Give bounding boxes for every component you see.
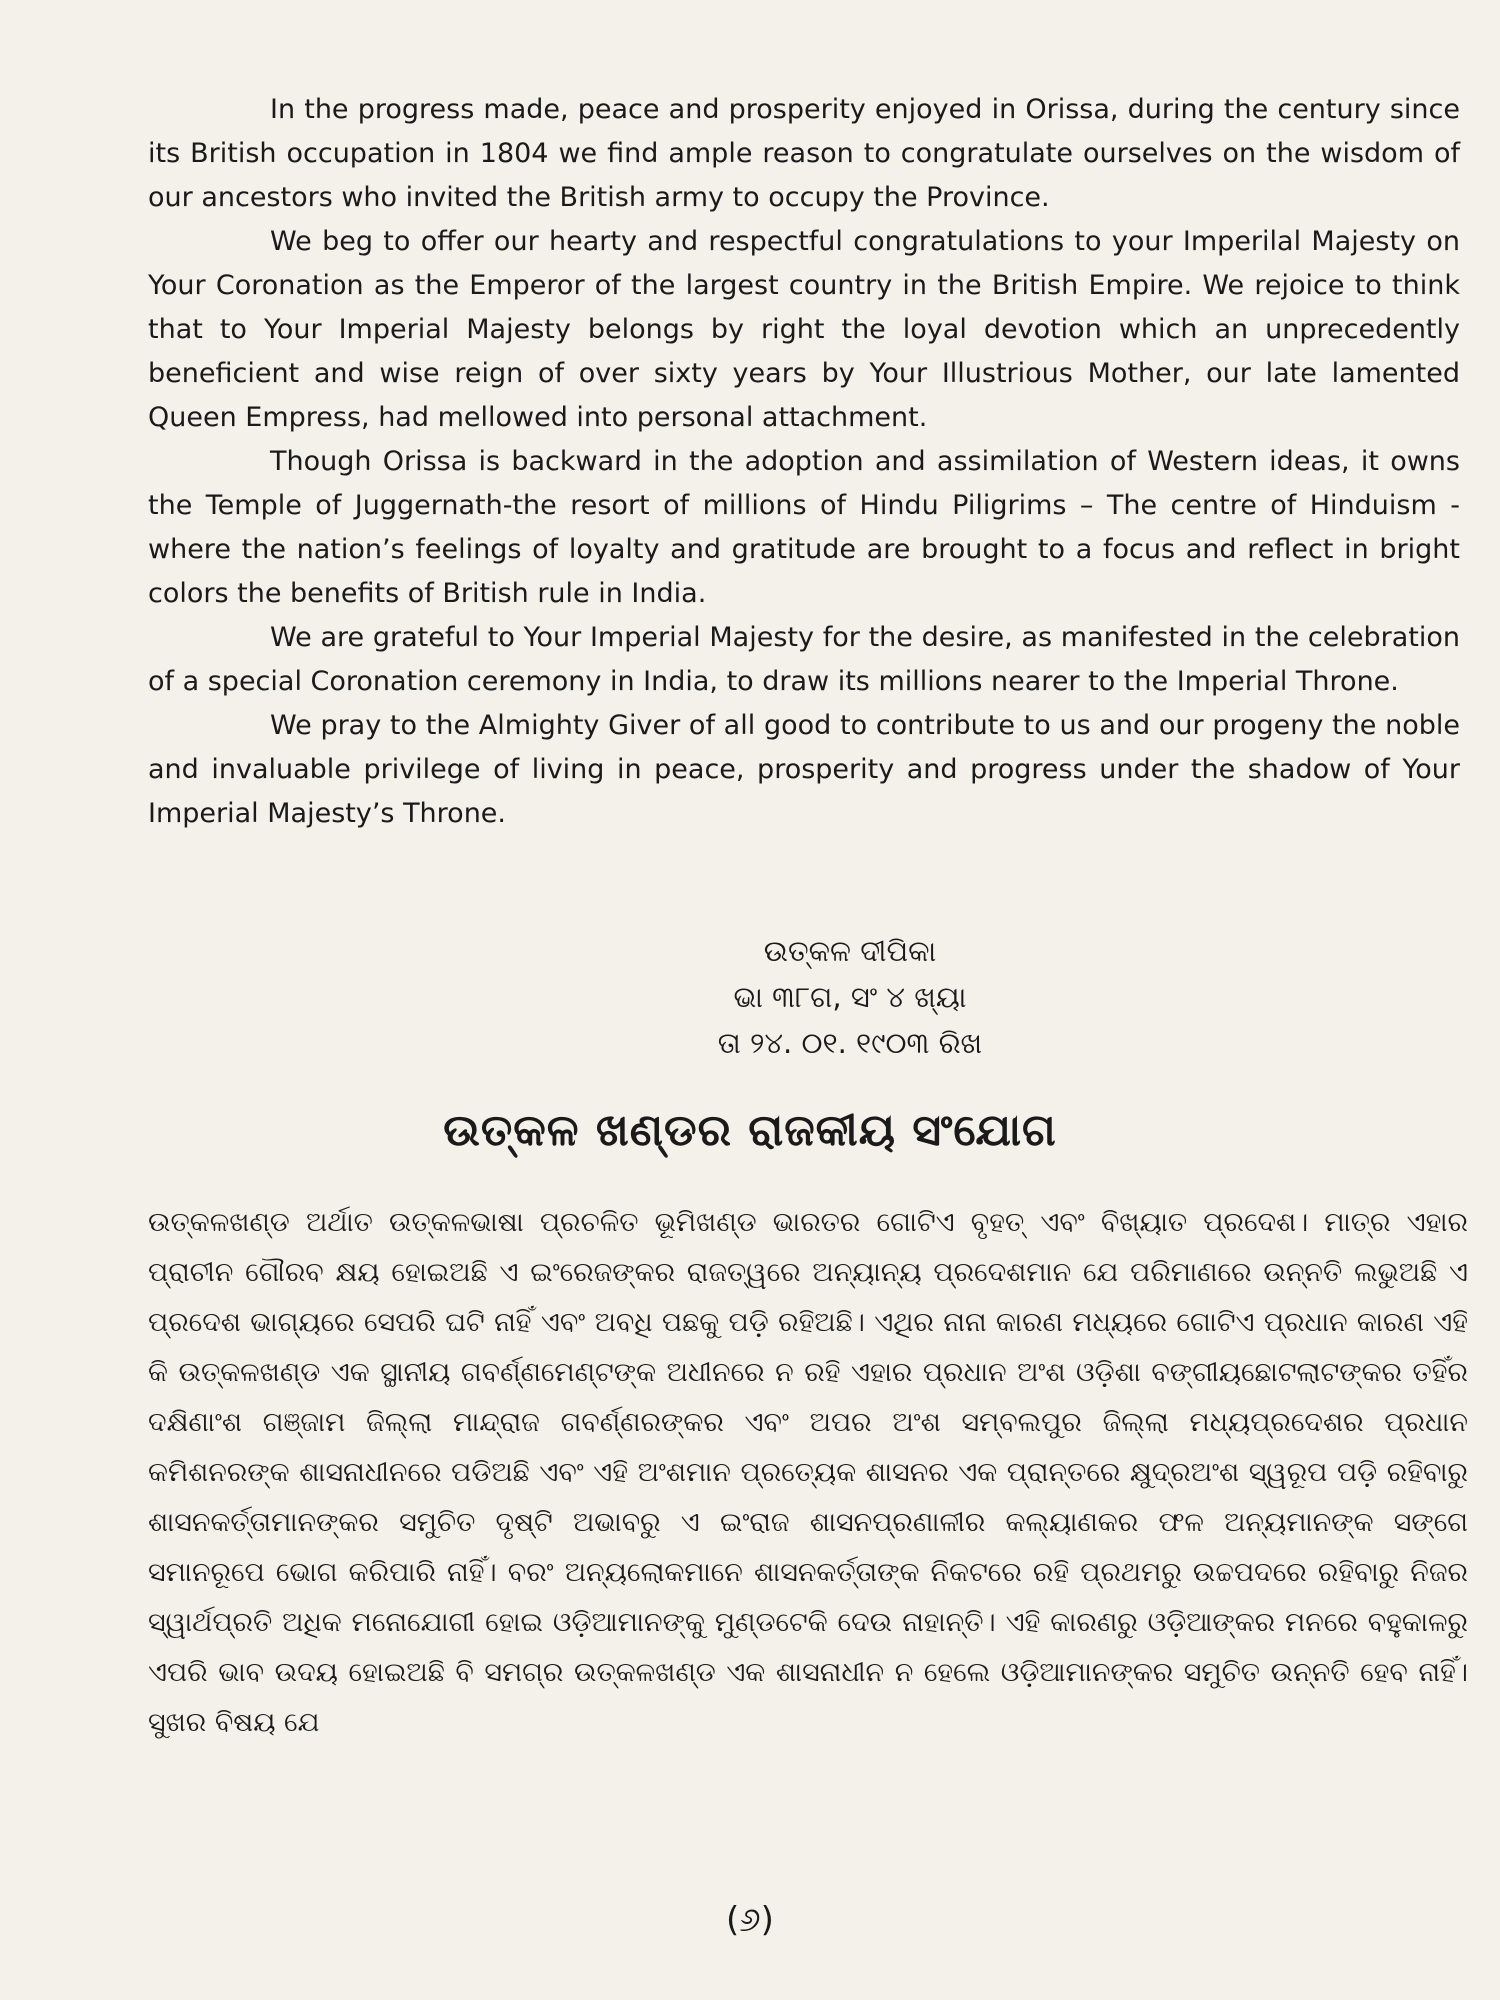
source-date: ତା ୨୪. ୦୧. ୧୯୦୩ ରିଖ [717,1026,983,1060]
paragraph: ଉତ୍କଳଖଣ୍ଡ ଅର୍ଥାତ ଉତ୍କଳଭାଷା ପ୍ରଚଳିତ ଭୂମିଖଣ୍ଡ ଭାରତର ଗୋଟିଏ ବୃହତ୍ ଏବଂ ବିଖ୍ୟାତ ପ୍ରଦେଶ। ମାତ୍ର ଏହାର ପ୍ରାଚୀନ ଗୌରବ କ୍ଷୟ ହୋଇଅଛି ଏ ଇଂରେଜଙ୍କର ରାଜତ୍ୱରେ ଅନ୍ୟାନ୍ୟ ପ୍ରଦେଶମାନ ଯେ ପରିମାଣରେ ଉନ୍ନତି ଲଭୁଅଛି ଏ ପ୍ରଦେଶ ଭାଗ୍ୟରେ ସେପରି ଘଟି ନାହିଁ ଏବଂ ଅବଧି ପଛକୁ ପଡ଼ି ରହିଅଛି। ଏଥିର ନାନା କାରଣ ମଧ୍ୟରେ ଗୋଟିଏ ପ୍ରଧାନ କାରଣ ଏହି କି ଉତ୍କଳଖଣ୍ଡ ଏକ ସ୍ଥାନୀୟ ଗବର୍ଣ୍ଣମେଣ୍ଟଙ୍କ ଅଧୀନରେ ନ ରହି ଏହାର ପ୍ରଧାନ ଅଂଶ ଓଡ଼ିଶା ବଙ୍ଗୀୟଛୋଟଲାଟଙ୍କର ତହିଁର ଦକ୍ଷିଣାଂଶ ଗଞ୍ଜାମ ଜିଲ୍ଲା ମାନ୍ଦ୍ରାଜ ଗବର୍ଣ୍ଣରଙ୍କର ଏବଂ ଅପର ଅଂଶ ସମ୍ବଲପୁର ଜିଲ୍ଲା ମଧ୍ୟପ୍ରଦେଶର ପ୍ରଧାନ କମିଶନରଙ୍କ ଶାସନାଧୀନରେ ପଡିଅଛି ଏବଂ ଏହି ଅଂଶମାନ ପ୍ରତ୍ୟେକ ଶାସନର ଏକ ପ୍ରାନ୍ତରେ କ୍ଷୁଦ୍ରଅଂଶ ସ୍ୱରୂପ ପଡ଼ି ରହିବାରୁ ଶାସନକର୍ତ୍ତାମାନଙ୍କର ସମୁଚିତ ଦୃଷ୍ଟି ଅଭାବରୁ ଏ ଇଂରାଜ ଶାସନପ୍ରଣାଳୀର କଲ୍ୟାଣକର ଫଳ ଅନ୍ୟମାନଙ୍କ ସଙ୍ଗେ ସମାନରୂପେ ଭୋଗ କରିପାରି ନାହିଁ। ବରଂ ଅନ୍ୟଲୋକମାନେ ଶାସନକର୍ତ୍ତାଙ୍କ ନିକଟରେ ରହି ପ୍ରଥମରୁ ଉଚ୍ଚପଦରେ ରହିବାରୁ ନିଜର ସ୍ୱାର୍ଥପ୍ରତି ଅଧିକ ମନୋଯୋଗୀ ହୋଇ ଓଡ଼ିଆମାନଙ୍କୁ ମୁଣ୍ଡଟେକି ଦେଉ ନାହାନ୍ତି। ଏହି କାରଣରୁ ଓଡ଼ିଆଙ୍କର ମନରେ ବହୁକାଳରୁ ଏପରି ଭାବ ଉଦୟ ହୋଇଅଛି ବି ସମଗ୍ର ଉତ୍କଳଖଣ୍ଡ ଏକ ଶାସନାଧୀନ ନ ହେଲେ ଓଡ଼ିଆମାନଙ୍କର ସମୁଚିତ ଉନ୍ନତି ହେବ ନାହିଁ। ସୁଖର ବିଷୟ ଯେ [148,1207,1468,1738]
paragraph: In the progress made, peace and prosperity enjoyed in Orissa, during the century since its British occupation in 1804 we find ample reason to congratulate ourselves on the wisdom of our ancestors who invited the British army to occupy the Province. [148,94,1460,213]
odia-body-text [148,1198,1468,1748]
source-volume: ଭା ୩୮ଗ, ସଂ ୪ ଖ୍ୟା [733,980,967,1014]
paragraph: We pray to the Almighty Giver of all good to contribute to us and our progeny the noble and invaluable privilege of living in peace, prosperity and progress under the shadow of Your Imperial Majesty’s Throne. [148,710,1460,829]
source-publication: ଉତ୍କଳ ଦୀପିକା [763,934,937,968]
source-citation [500,928,1200,1066]
paragraph: We beg to offer our hearty and respectful congratulations to your Imperilal Majesty on Your Coronation as the Emperor of the largest country in the British Empire. We rejoice to think that to Your Imperial Majesty belongs by right the loyal devotion which an unprecedently beneficient and wise reign of over sixty years by Your Illustrious Mother, our late lamented Queen Empress, had mellowed into personal attachment. [148,226,1460,433]
paragraph: We are grateful to Your Imperial Majesty for the desire, as manifested in the celebration of a special Coronation ceremony in India, to draw its millions nearer to the Imperial Throne. [148,622,1460,697]
paragraph: Though Orissa is backward in the adoption and assimilation of Western ideas, it owns the Temple of Juggernath-the resort of millions of Hindu Piligrims – The centre of Hinduism -where the nation’s feelings of loyalty and gratitude are brought to a focus and reflect in bright colors the benefits of British rule in India. [148,446,1460,609]
section-heading: ଉତ୍କଳ ଖଣ୍ଡର ରାଜକୀୟ ସଂଯୋଗ [443,1105,1057,1156]
english-address-text [148,88,1460,836]
page-number: (୬) [726,1900,774,1940]
